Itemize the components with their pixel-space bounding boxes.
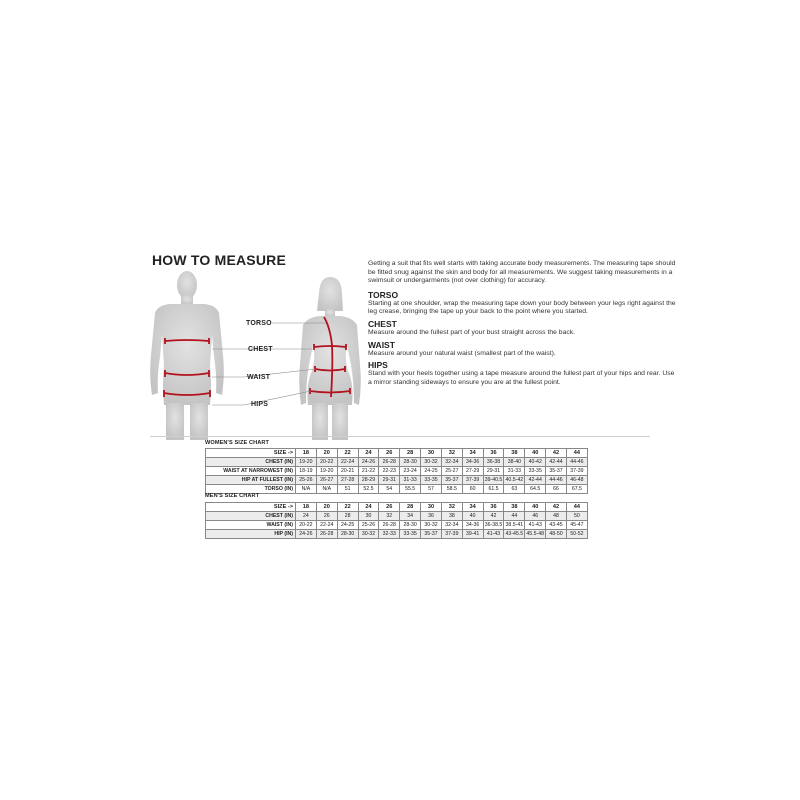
table-cell: 50: [566, 512, 587, 521]
divider: [150, 436, 650, 437]
table-cell: 21-22: [358, 467, 379, 476]
size-header-cell: 34: [462, 449, 483, 458]
table-cell: 48: [546, 512, 567, 521]
table-cell: 51: [337, 485, 358, 494]
table-cell: 32: [379, 512, 400, 521]
section-heading: CHEST: [368, 318, 397, 329]
table-cell: 32-34: [441, 521, 462, 530]
table-cell: 60: [462, 485, 483, 494]
table-cell: 40.5-42: [505, 477, 524, 483]
table-cell: 28-29: [358, 476, 379, 485]
table-cell: 24-26: [358, 458, 379, 467]
size-header-cell: 44: [566, 503, 587, 512]
table-cell: 58.5: [441, 485, 462, 494]
table-cell: 24-25: [337, 521, 358, 530]
table-cell: 22-24: [337, 458, 358, 467]
table-cell: 27-28: [337, 476, 358, 485]
table-cell: 29-31: [483, 467, 504, 476]
table-cell: 42-44: [546, 458, 567, 467]
measuring-instructions: [368, 260, 676, 390]
size-header-cell: 42: [546, 449, 567, 458]
table-cell: 41-43: [525, 521, 546, 530]
size-header-row: [206, 503, 588, 512]
table-cell: 45-47: [566, 521, 587, 530]
table-cell: 44-46: [546, 476, 567, 485]
table-cell: 39-41: [462, 530, 483, 539]
womens-size-table: [205, 448, 588, 494]
table-row: [206, 476, 588, 485]
table-cell: 39-40.5: [484, 477, 503, 483]
table-cell: 52.5: [358, 485, 379, 494]
section-heading: WAIST: [368, 339, 395, 350]
table-cell: 30: [358, 512, 379, 521]
table-cell: 20-22: [316, 458, 337, 467]
table-cell: 46: [525, 512, 546, 521]
table-cell: 28: [337, 512, 358, 521]
section-heading: HIPS: [368, 360, 388, 371]
size-header-cell: 32: [441, 503, 462, 512]
table-cell: 25-26: [358, 521, 379, 530]
table-cell: 67.5: [566, 485, 587, 494]
section-text: Starting at one shoulder, wrap the measuring tape down your body between your legs right against the leg crease, bringing the tape up your back to the point where you started.: [368, 299, 676, 316]
table-cell: 24-26: [296, 530, 317, 539]
table-cell: 38: [441, 512, 462, 521]
female-figure: [299, 277, 361, 440]
size-header-cell: 40: [525, 449, 546, 458]
row-label: TORSO (IN): [206, 485, 296, 494]
size-header-cell: 30: [421, 449, 442, 458]
section-waist: [368, 341, 676, 359]
table-cell: 30-32: [358, 530, 379, 539]
row-label: HIP AT FULLEST (IN): [206, 476, 296, 485]
label-waist: WAIST: [247, 374, 271, 381]
size-header-cell: 30: [421, 503, 442, 512]
table-cell: 37-39: [566, 467, 587, 476]
table-row: [206, 521, 588, 530]
section-torso: [368, 291, 676, 317]
table-cell: 40: [462, 512, 483, 521]
table-cell: 37-39: [441, 530, 462, 539]
table-cell: 31-33: [504, 467, 525, 476]
size-header-cell: 18: [296, 449, 317, 458]
table-cell: 22-23: [379, 467, 400, 476]
size-header-cell: 40: [525, 503, 546, 512]
table-cell: 26-28: [379, 521, 400, 530]
womens-chart-title: WOMEN'S SIZE CHART: [205, 440, 270, 446]
table-cell: 57: [421, 485, 442, 494]
size-header-label: SIZE ->: [206, 503, 296, 512]
size-header-cell: 20: [316, 449, 337, 458]
table-cell: 35-37: [546, 467, 567, 476]
table-cell: 30-32: [421, 521, 442, 530]
table-row: [206, 458, 588, 467]
mens-chart-title: MEN'S SIZE CHART: [205, 493, 260, 499]
size-header-cell: 24: [358, 449, 379, 458]
table-cell: 20-21: [337, 467, 358, 476]
table-cell: 34-36: [462, 458, 483, 467]
table-cell: 34: [400, 512, 421, 521]
section-chest: [368, 320, 676, 338]
label-torso: TORSO: [246, 320, 272, 327]
table-cell: 38.5-41: [505, 522, 524, 528]
size-header-cell: 36: [483, 449, 504, 458]
row-label: CHEST (IN): [206, 458, 296, 467]
table-cell: 32-34: [441, 458, 462, 467]
size-header-cell: 32: [441, 449, 462, 458]
table-cell: 64.5: [525, 485, 546, 494]
table-cell: 24-25: [421, 467, 442, 476]
section-hips: [368, 361, 676, 387]
male-figure: [150, 271, 224, 440]
table-cell: 35-37: [441, 476, 462, 485]
table-cell: 28-30: [337, 530, 358, 539]
table-cell: 26-28: [379, 458, 400, 467]
table-cell: 33-35: [421, 476, 442, 485]
table-cell: 26: [316, 512, 337, 521]
size-header-cell: 22: [337, 503, 358, 512]
table-cell: 25-27: [441, 467, 462, 476]
size-header-cell: 38: [504, 503, 525, 512]
table-cell: 29-31: [379, 476, 400, 485]
table-row: [206, 530, 588, 539]
table-cell: 43-45.5: [505, 531, 524, 537]
table-cell: 45.5-48: [526, 531, 544, 537]
table-cell: 19-20: [316, 467, 337, 476]
table-cell: 50-52: [566, 530, 587, 539]
row-label: HIP (IN): [206, 530, 296, 539]
row-label: CHEST (IN): [206, 512, 296, 521]
table-cell: 41-43: [483, 530, 504, 539]
table-cell: 33-35: [400, 530, 421, 539]
table-cell: 23-24: [400, 467, 421, 476]
table-cell: 42: [483, 512, 504, 521]
intro-text: Getting a suit that fits well starts with taking accurate body measurements. The measuring tape should be fitted snug against the skin and body for all measurements. We suggest taking measurements in a swimsuit or undergarments (not over clothing) for accuracy.: [368, 260, 676, 285]
table-cell: 40-42: [525, 458, 546, 467]
table-cell: 26-27: [316, 476, 337, 485]
page-title: HOW TO MEASURE: [152, 252, 286, 268]
section-text: Measure around the fullest part of your bust straight across the back.: [368, 328, 576, 336]
size-header-cell: 26: [379, 503, 400, 512]
table-cell: 36-38.5: [484, 522, 503, 528]
row-label: WAIST (IN): [206, 521, 296, 530]
table-cell: 27-29: [462, 467, 483, 476]
table-cell: 63: [504, 485, 525, 494]
row-label: WAIST AT NARROWEST (IN): [206, 467, 296, 476]
table-cell: 38-40: [504, 458, 525, 467]
table-cell: N/A: [296, 485, 317, 494]
table-cell: N/A: [316, 485, 337, 494]
table-cell: 46-48: [566, 476, 587, 485]
table-cell: 44-46: [566, 458, 587, 467]
male-chest-tape: [165, 340, 209, 341]
table-cell: 36-38: [483, 458, 504, 467]
mens-size-table: [205, 502, 588, 539]
table-cell: 25-26: [296, 476, 317, 485]
table-cell: 18-19: [296, 467, 317, 476]
size-header-cell: 18: [296, 503, 317, 512]
size-header-cell: 28: [400, 503, 421, 512]
table-cell: 37-39: [462, 476, 483, 485]
table-cell: 19-20: [296, 458, 317, 467]
table-cell: 48-50: [546, 530, 567, 539]
table-cell: 35-37: [421, 530, 442, 539]
table-cell: 44: [504, 512, 525, 521]
size-header-cell: 20: [316, 503, 337, 512]
table-cell: 54: [379, 485, 400, 494]
size-header-cell: 42: [546, 503, 567, 512]
table-cell: 20-22: [296, 521, 317, 530]
section-text: Measure around your natural waist (smallest part of the waist).: [368, 349, 556, 357]
table-cell: 28-30: [400, 521, 421, 530]
table-cell: 24: [296, 512, 317, 521]
table-cell: 36: [421, 512, 442, 521]
size-header-cell: 44: [566, 449, 587, 458]
section-text: Stand with your heels together using a tape measure around the fullest part of your hips and rear. Use a mirror standing sideways to ensure you are at the fullest point.: [368, 370, 675, 386]
size-header-cell: 28: [400, 449, 421, 458]
table-cell: 26-28: [316, 530, 337, 539]
female-chest-tape: [314, 346, 346, 347]
table-cell: 43-45: [546, 521, 567, 530]
section-heading: TORSO: [368, 289, 399, 300]
table-cell: 42-44: [525, 476, 546, 485]
size-header-cell: 36: [483, 503, 504, 512]
label-hips: HIPS: [251, 401, 269, 408]
table-row: [206, 467, 588, 476]
size-header-cell: 22: [337, 449, 358, 458]
size-header-cell: 38: [504, 449, 525, 458]
table-cell: 32-33: [379, 530, 400, 539]
table-row: [206, 512, 588, 521]
size-header-row: [206, 449, 588, 458]
size-header-label: SIZE ->: [206, 449, 296, 458]
size-header-cell: 24: [358, 503, 379, 512]
table-cell: 34-36: [462, 521, 483, 530]
table-cell: 55.5: [400, 485, 421, 494]
table-cell: 28-30: [400, 458, 421, 467]
size-header-cell: 34: [462, 503, 483, 512]
label-chest: CHEST: [248, 346, 273, 353]
table-cell: 31-33: [400, 476, 421, 485]
table-cell: 61.5: [483, 485, 504, 494]
table-cell: 66: [546, 485, 567, 494]
table-row: [206, 485, 588, 494]
table-cell: 22-24: [316, 521, 337, 530]
table-cell: 30-32: [421, 458, 442, 467]
size-header-cell: 26: [379, 449, 400, 458]
table-cell: 33-35: [525, 467, 546, 476]
